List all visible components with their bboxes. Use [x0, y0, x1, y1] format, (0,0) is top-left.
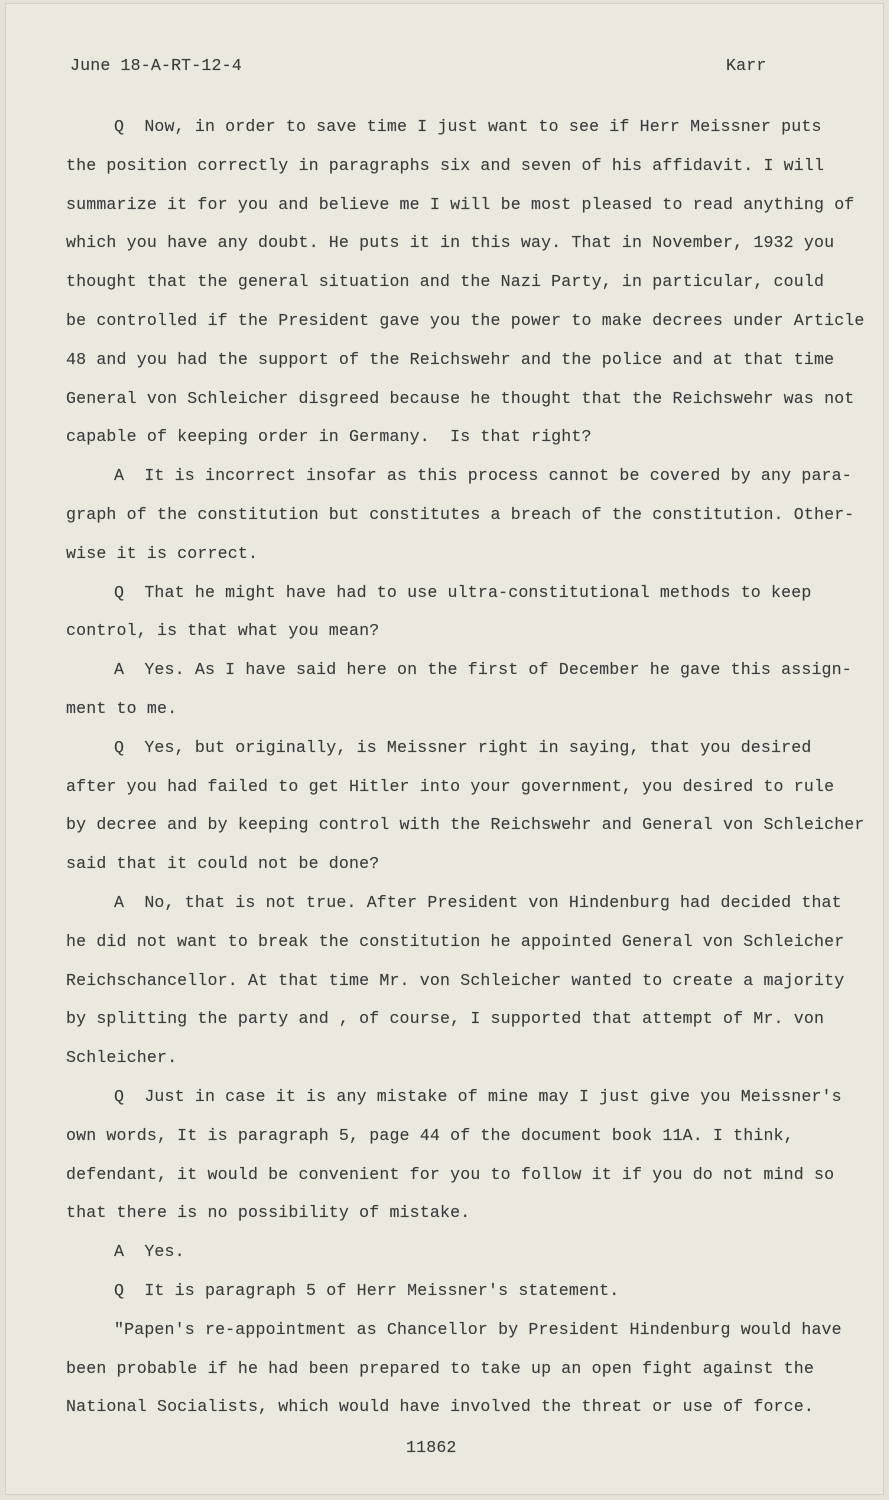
- text-line: General von Schleicher disgreed because he thought that the Reichswehr was not: [66, 388, 855, 408]
- document-page: [6, 4, 883, 1494]
- transcript-body: [66, 108, 866, 1427]
- text-line: A No, that is not true. After President von Hindenburg had decided that: [114, 892, 842, 912]
- text-line: thought that the general situation and the Nazi Party, in particular, could: [66, 272, 825, 292]
- text-line: 48 and you had the support of the Reichswehr and the police and at that time: [66, 349, 835, 369]
- text-line: that there is no possibility of mistake.: [66, 1203, 471, 1223]
- text-line: Q Yes, but originally, is Meissner right in saying, that you desired: [114, 737, 812, 757]
- text-line: by splitting the party and , of course, I supported that attempt of Mr. von: [66, 1009, 825, 1029]
- text-line: Schleicher.: [66, 1048, 178, 1068]
- text-line: be controlled if the President gave you the power to make decrees under Article: [66, 310, 865, 330]
- text-line: control, is that what you mean?: [66, 621, 380, 641]
- text-line: A Yes. As I have said here on the first of December he gave this assign-: [114, 660, 852, 680]
- page-number: 11862: [406, 1438, 457, 1457]
- text-line: been probable if he had been prepared to take up an open fight against the: [66, 1358, 814, 1378]
- text-line: graph of the constitution but constitutes a breach of the constitution. Other-: [66, 504, 855, 524]
- text-line: Q It is paragraph 5 of Herr Meissner's statement.: [114, 1280, 620, 1300]
- text-line: Q That he might have had to use ultra-constitutional methods to keep: [114, 582, 812, 602]
- text-line: after you had failed to get Hitler into your government, you desired to rule: [66, 776, 835, 796]
- text-line: "Papen's re-appointment as Chancellor by President Hindenburg would have: [114, 1319, 842, 1339]
- header-reference: June 18-A-RT-12-4: [70, 56, 242, 75]
- text-line: which you have any doubt. He puts it in this way. That in November, 1932 you: [66, 233, 835, 253]
- text-line: Reichschancellor. At that time Mr. von Schleicher wanted to create a majority: [66, 970, 845, 990]
- text-line: Q Just in case it is any mistake of mine may I just give you Meissner's: [114, 1086, 842, 1106]
- text-line: capable of keeping order in Germany. Is that right?: [66, 427, 592, 447]
- text-line: defendant, it would be convenient for you to follow it if you do not mind so: [66, 1164, 835, 1184]
- text-line: by decree and by keeping control with the Reichswehr and General von Schleicher: [66, 815, 865, 835]
- header-name: Karr: [726, 56, 767, 75]
- text-line: said that it could not be done?: [66, 854, 380, 874]
- text-line: A Yes.: [114, 1242, 185, 1262]
- text-line: National Socialists, which would have involved the threat or use of force.: [66, 1397, 814, 1417]
- text-line: Q Now, in order to save time I just want to see if Herr Meissner puts: [114, 117, 822, 136]
- text-line: ment to me.: [66, 698, 178, 718]
- text-line: own words, It is paragraph 5, page 44 of the document book 11A. I think,: [66, 1125, 794, 1145]
- text-line: he did not want to break the constitution he appointed General von Schleicher: [66, 931, 845, 951]
- text-line: A It is incorrect insofar as this process cannot be covered by any para-: [114, 466, 852, 486]
- text-line: the position correctly in paragraphs six and seven of his affidavit. I will: [66, 155, 825, 175]
- text-line: wise it is correct.: [66, 543, 259, 563]
- text-line: summarize it for you and believe me I will be most pleased to read anything of: [66, 194, 855, 214]
